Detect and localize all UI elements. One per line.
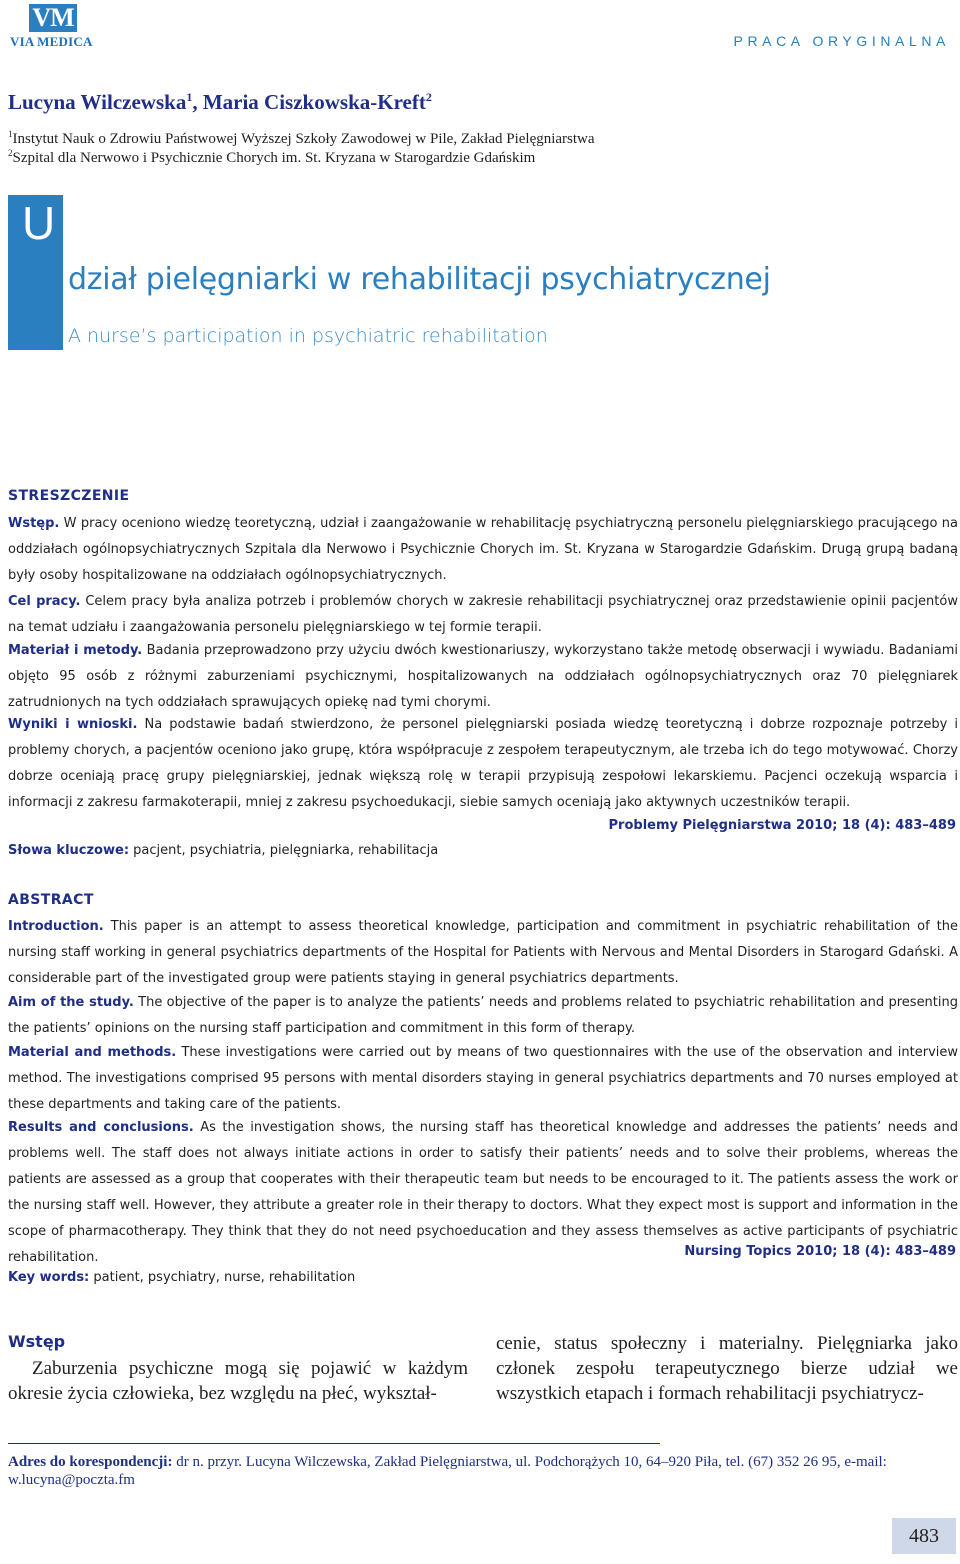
keywords-en: Key words: patient, psychiatry, nurse, rehabilitation: [8, 1270, 356, 1285]
correspondence-address: Adres do korespondencji: dr n. przyr. Lucyna Wilczewska, Zakład Pielęgniarstwa, ul. Podchorążych 10, 64–920 Piła, tel. (67) 352 26 95, e-mail: w.lucyna@poczta.fm: [8, 1454, 887, 1488]
body-column-2: cenie, status społeczny i materialny. Pielęgniarka jako członek zespołu terapeutycznego bierze udział we wszystkich etapach i formach rehabilitacji psychiatrycz-: [496, 1333, 958, 1404]
abstract-introduction: Introduction. This paper is an attempt to assess theoretical knowledge, participation and commitment in psychiatric rehabilitation of the nursing staff working in general psychiatrics departments of the Hospital for Patients with Nervous and Mental Disorders in Starogard Gdański. A considerable part of the investigated group were patients staying in general psychiatrics departments.: [8, 919, 958, 986]
citation-pl: Problemy Pielęgniarstwa 2010; 18 (4): 483–489: [608, 818, 956, 833]
affiliation-2: $^2$Szpital dla Nerwowo i Psychicznie Chorych im. St. Kryzana w Starogardzie Gdańskim: [8, 148, 536, 166]
citation-en: Nursing Topics 2010; 18 (4): 483–489: [684, 1244, 956, 1259]
logo-mark: VM: [29, 4, 77, 32]
abstract-heading: ABSTRACT: [8, 892, 94, 908]
streszczenie-wyniki: Wyniki i wnioski. Na podstawie badań stwierdzono, że personel pielęgniarski posiada wiedzę teoretyczną i dobrze rozpoznaje potrzeby i problemy chorych, a pacjentów oceniono jako grupę, która współpracuje z zespołem terapeutycznym, ale trzeba ich do tego motywować. Chorzy dobrze oceniają pracę grupy pielęgniarskiej, jednak większą rolę w terapii przypisują zespołowi lekarskiemu. Pacjenci oczekują wsparcia i informacji z zakresu farmakoterapii, mniej z zakresu psychoedukacji, siebie samych oceniają jako aktywnych uczestników terapii.: [8, 717, 958, 810]
footnote-rule: [8, 1443, 660, 1444]
author-line: [8, 90, 432, 115]
author-2-name: , Maria Ciszkowska-Kreft: [192, 90, 426, 114]
abstract-results: Results and conclusions. As the investigation shows, the nursing staff has theoretical knowledge and addresses the patients’ needs and problems well. The staff does not always initiate actions in order to satisfy their patients’ needs and to solve their problems, whereas the patients are assessed as a group that cooperates with their therapeutic team but needs to be encouraged to it. The patients assess the work or the nursing staff well. However, they attribute a greater role in their therapy to doctors. What they expect most is support and information in the scope of pharmacotherapy. They think that they do not need psychoeducation and they assess themselves as active participants of psychiatric rehabilitation.: [8, 1120, 959, 1265]
article-title-english: A nurse’s participation in psychiatric rehabilitation: [68, 325, 548, 347]
streszczenie-heading: STRESZCZENIE: [8, 488, 130, 504]
publisher-logo: [10, 4, 100, 50]
logo-text: VIA MEDICA: [10, 34, 93, 49]
affiliation-1: $^1$Instytut Nauk o Zdrowiu Państwowej Wyższej Szkoły Zawodowej w Pile, Zakład Pielęgniarstwa: [8, 129, 595, 147]
title-initial-block: U: [8, 195, 63, 350]
article-type-label: PRACA ORYGINALNA: [733, 33, 950, 49]
author-1-sup: 1: [186, 90, 193, 104]
abstract-material: Material and methods. These investigations were carried out by means of two questionnaires with the use of the observation and interview method. The investigations comprised 95 persons with mental disorders staying in general psychiatrics departments and 70 nurses employed at these departments and taking care of the patients.: [8, 1045, 959, 1112]
author-2-sup: 2: [425, 90, 432, 104]
streszczenie-material: Materiał i metody. Badania przeprowadzono przy użyciu dwóch kwestionariuszy, wykorzystano także metodę obserwacji i wywiadu. Badaniami objęto 95 osób z różnymi zaburzeniami psychicznymi, hospitalizowanych na oddziałach ogólnopsychiatrycznych oraz 70 pielęgniarek zatrudnionych na tych oddziałach sprawujących opiekę nad tymi chorymi.: [8, 643, 958, 710]
article-title: dział pielęgniarki w rehabilitacji psychiatrycznej: [68, 262, 771, 297]
streszczenie-wstep: Wstęp. W pracy oceniono wiedzę teoretyczną, udział i zaangażowanie w rehabilitację psychiatryczną personelu pielęgniarskiego pracującego na oddziałach ogólnopsychiatrycznych Szpitala dla Nerwowo i Psychicznie Chorych im. St. Kryzana w Starogardzie Gdańskim. Drugą grupą badaną były osoby hospitalizowane na oddziałach ogólnopsychiatrycznych.: [8, 516, 958, 583]
abstract-aim: Aim of the study. The objective of the paper is to analyze the patients’ needs and problems related to psychiatric rehabilitation and presenting the patients’ opinions on the nursing staff participation and commitment in this form of therapy.: [8, 995, 959, 1036]
body-section-title: Wstęp: [8, 1332, 66, 1351]
streszczenie-cel: Cel pracy. Celem pracy była analiza potrzeb i problemów chorych w zakresie rehabilitacji psychiatrycznej oraz przedstawienie opinii pacjentów na temat udziału i zaangażowania personelu pielęgniarskiego w tej formie terapii.: [8, 594, 958, 635]
author-1-name: Lucyna Wilczewska: [8, 90, 187, 114]
keywords-pl: Słowa kluczowe: pacjent, psychiatria, pielęgniarka, rehabilitacja: [8, 843, 439, 858]
body-column-1: Zaburzenia psychiczne mogą się pojawić w każdym okresie życia człowieka, bez względu na płeć, wykształ-: [8, 1358, 468, 1404]
page-number: 483: [909, 1525, 939, 1547]
